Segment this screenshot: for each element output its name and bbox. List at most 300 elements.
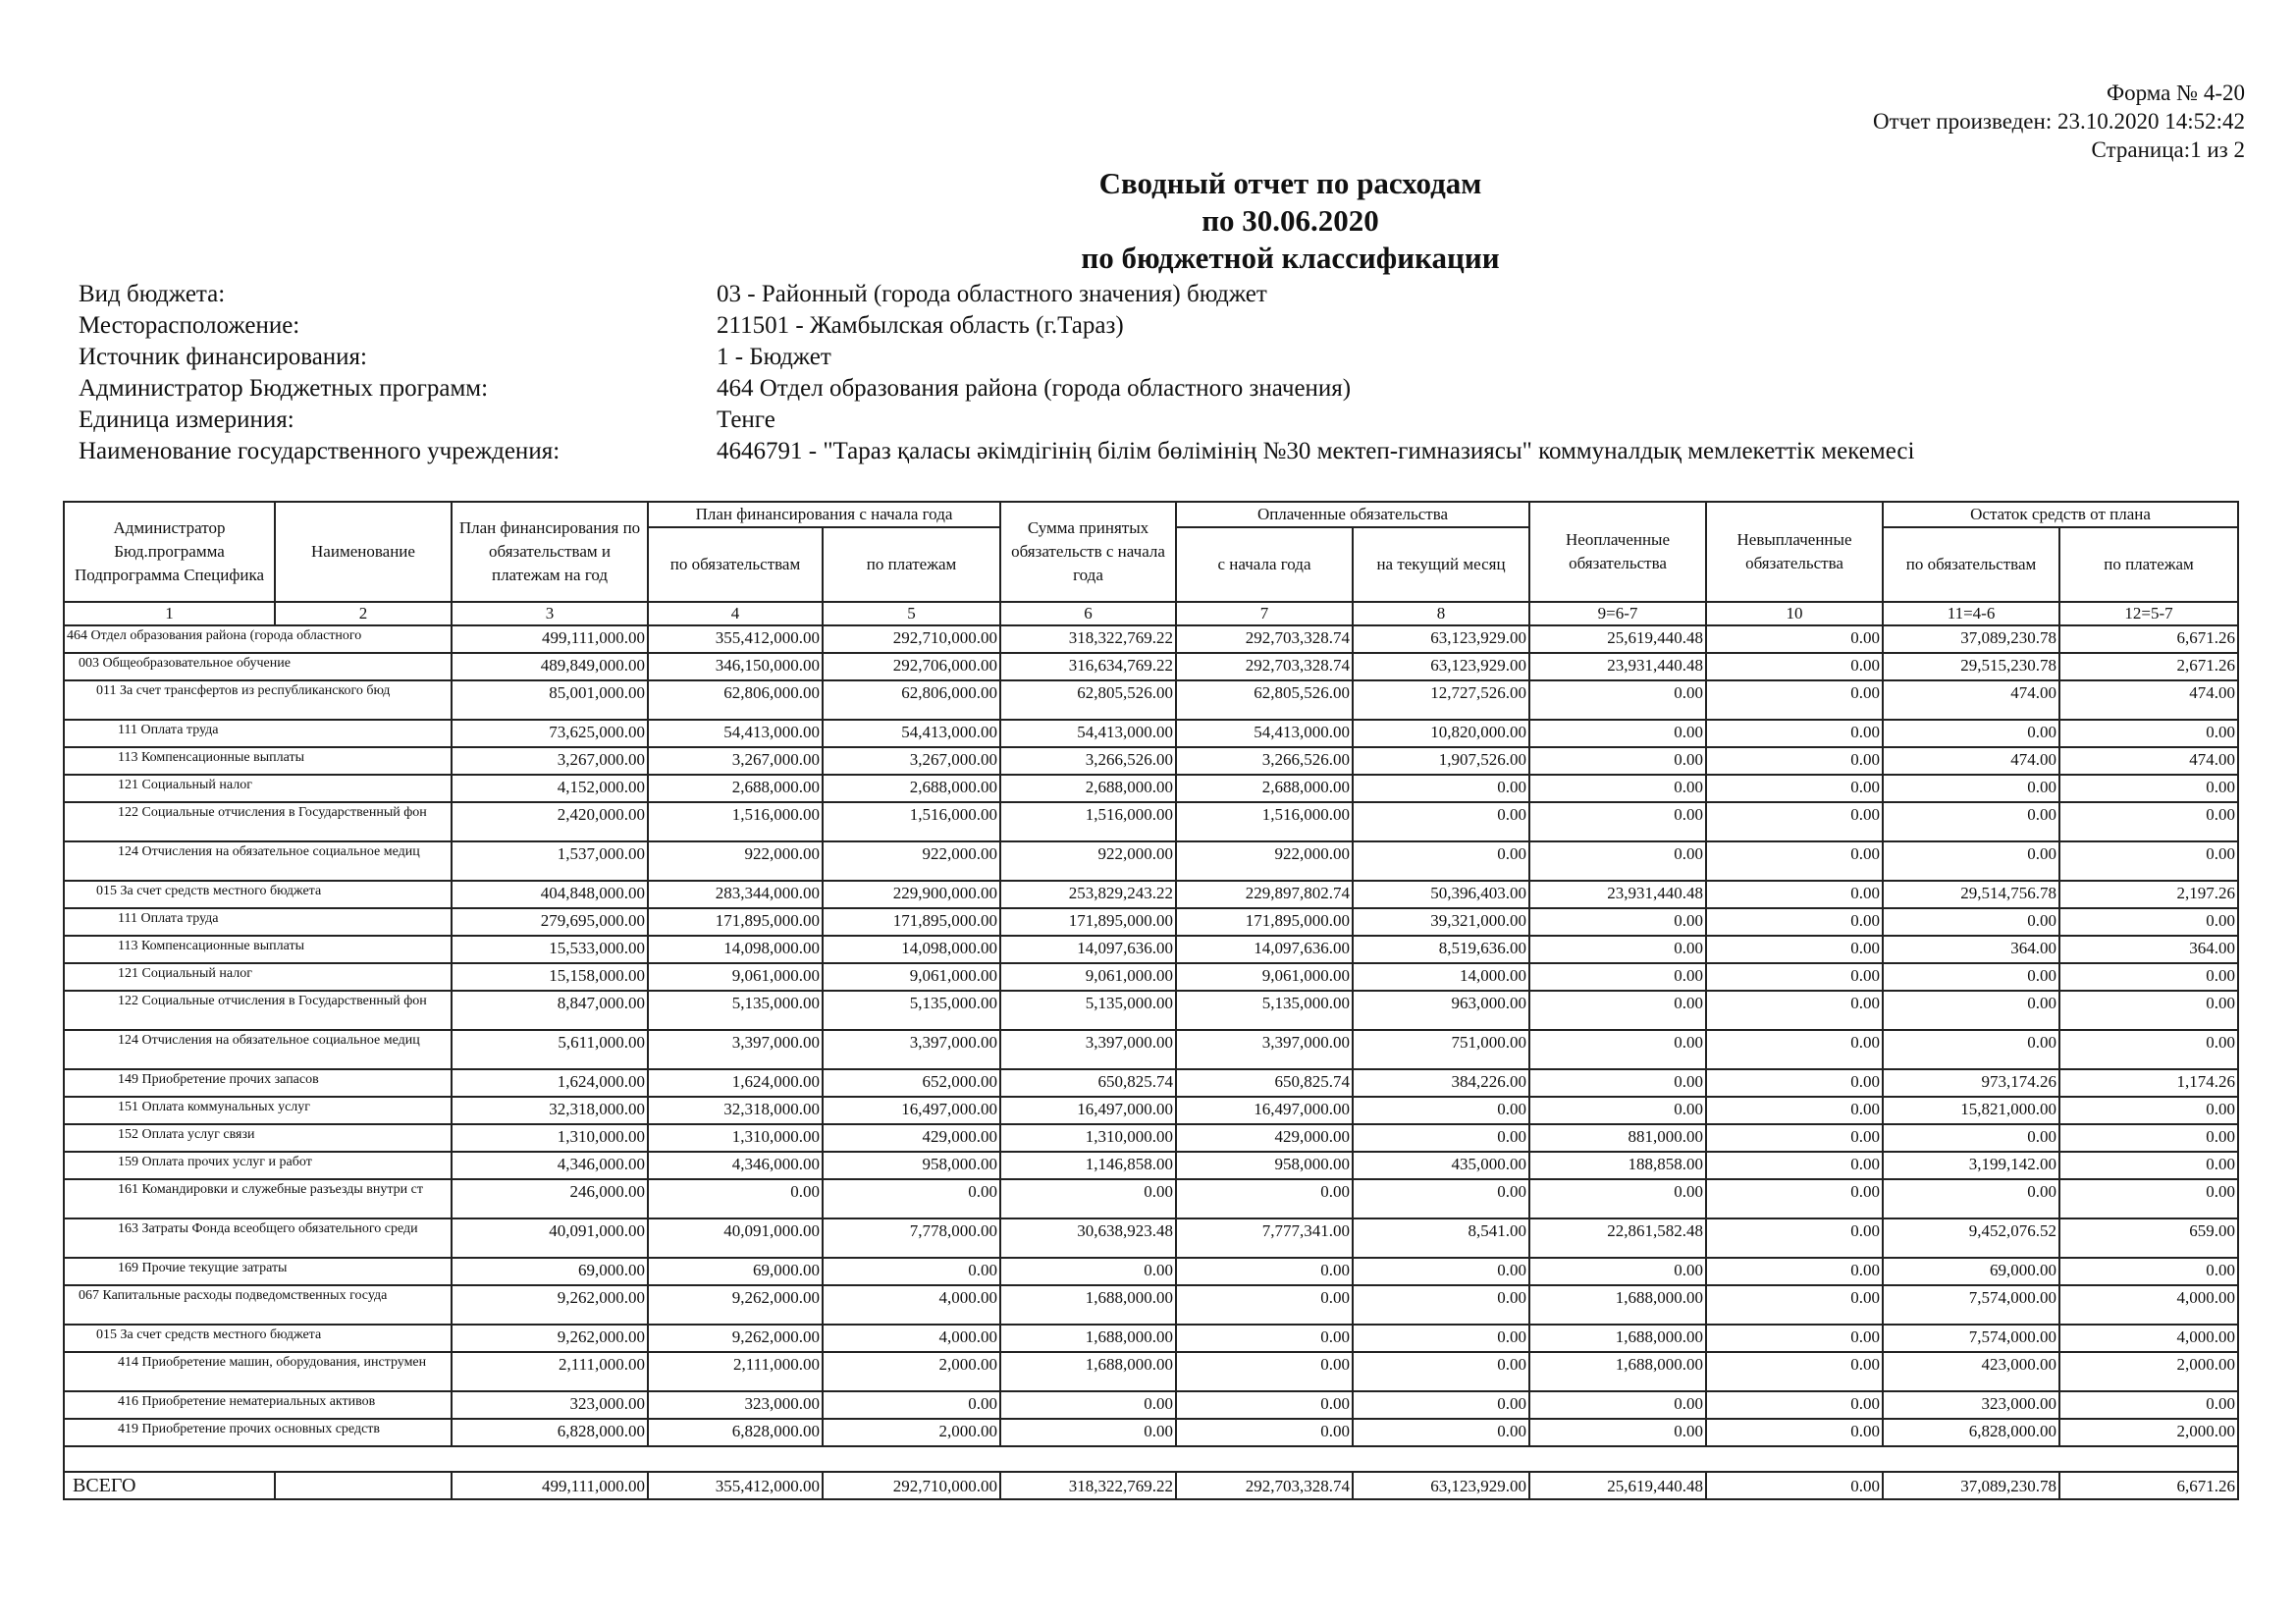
row-value: 0.00: [1176, 1352, 1353, 1391]
row-value: 85,001,000.00: [452, 680, 648, 720]
row-value: 7,574,000.00: [1883, 1325, 2059, 1352]
row-value: 6,828,000.00: [1883, 1419, 2059, 1446]
row-value: 2,688,000.00: [648, 775, 823, 802]
row-value: 4,000.00: [823, 1285, 1000, 1325]
row-value: 0.00: [1000, 1391, 1176, 1419]
row-value: 14,097,636.00: [1000, 936, 1176, 963]
row-value: 0.00: [1706, 1391, 1883, 1419]
row-value: 14,097,636.00: [1176, 936, 1353, 963]
row-value: 2,688,000.00: [1176, 775, 1353, 802]
row-value: 1,310,000.00: [648, 1124, 823, 1152]
row-value: 2,111,000.00: [648, 1352, 823, 1391]
row-value: 1,688,000.00: [1000, 1325, 1176, 1352]
row-value: 0.00: [1706, 1124, 1883, 1152]
row-value: 8,847,000.00: [452, 991, 648, 1030]
row-value: 474.00: [1883, 747, 2059, 775]
row-value: 0.00: [1706, 1030, 1883, 1069]
info-label: Наименование государственного учреждения:: [79, 438, 561, 464]
info-value: Тенге: [717, 406, 775, 433]
row-value: 4,346,000.00: [452, 1152, 648, 1179]
table-row: [64, 1124, 2238, 1152]
row-value: 0.00: [1529, 963, 1706, 991]
table-row: [64, 908, 2238, 936]
row-value: 69,000.00: [452, 1258, 648, 1285]
row-value: 1,907,526.00: [1353, 747, 1529, 775]
row-value: 0.00: [1353, 1097, 1529, 1124]
header-rest-obl: по обязательствам: [1883, 527, 2059, 602]
table-row: [64, 1152, 2238, 1179]
row-label: 015 За счет средств местного бюджета: [64, 881, 452, 908]
info-label: Администратор Бюджетных программ:: [79, 375, 489, 402]
row-value: 318,322,769.22: [1000, 625, 1176, 653]
row-value: 0.00: [1176, 1258, 1353, 1285]
row-value: 499,111,000.00: [452, 625, 648, 653]
row-value: 292,706,000.00: [823, 653, 1000, 680]
row-value: 23,931,440.48: [1529, 881, 1706, 908]
row-value: 6,671.26: [2059, 625, 2238, 653]
row-value: 0.00: [1883, 802, 2059, 841]
row-value: 62,806,000.00: [823, 680, 1000, 720]
row-label: 419 Приобретение прочих основных средств: [64, 1419, 452, 1446]
row-value: 0.00: [1706, 991, 1883, 1030]
col-num: 3: [452, 602, 648, 625]
row-value: 0.00: [1353, 775, 1529, 802]
row-label: 122 Социальные отчисления в Государственный фон: [64, 802, 452, 841]
row-value: 0.00: [1529, 1258, 1706, 1285]
row-label: 169 Прочие текущие затраты: [64, 1258, 452, 1285]
row-value: 9,262,000.00: [452, 1325, 648, 1352]
row-value: 0.00: [1529, 747, 1706, 775]
row-value: 0.00: [1176, 1179, 1353, 1218]
row-value: 9,452,076.52: [1883, 1218, 2059, 1258]
row-value: 474.00: [2059, 747, 2238, 775]
row-value: 171,895,000.00: [648, 908, 823, 936]
row-label: 111 Оплата труда: [64, 720, 452, 747]
table-row: [64, 1285, 2238, 1325]
row-value: 0.00: [1353, 1352, 1529, 1391]
row-value: 963,000.00: [1353, 991, 1529, 1030]
row-value: 659.00: [2059, 1218, 2238, 1258]
form-number: Форма № 4-20: [2106, 81, 2245, 105]
row-value: 323,000.00: [452, 1391, 648, 1419]
row-value: 3,397,000.00: [648, 1030, 823, 1069]
info-value: 1 - Бюджет: [717, 344, 831, 370]
row-value: 0.00: [1176, 1325, 1353, 1352]
row-value: 1,688,000.00: [1529, 1285, 1706, 1325]
col-num: 11=4-6: [1883, 602, 2059, 625]
row-value: 0.00: [2059, 1124, 2238, 1152]
row-value: 30,638,923.48: [1000, 1218, 1176, 1258]
row-label: 416 Приобретение нематериальных активов: [64, 1391, 452, 1419]
row-value: 0.00: [1529, 991, 1706, 1030]
row-value: 0.00: [1706, 1325, 1883, 1352]
total-value: 318,322,769.22: [1000, 1472, 1176, 1499]
row-value: 429,000.00: [1176, 1124, 1353, 1152]
row-value: 0.00: [1883, 908, 2059, 936]
row-label: 121 Социальный налог: [64, 963, 452, 991]
info-value: 03 - Районный (города областного значения) бюджет: [717, 281, 1267, 307]
row-value: 404,848,000.00: [452, 881, 648, 908]
row-value: 0.00: [1706, 881, 1883, 908]
table-row: [64, 936, 2238, 963]
total-empty-cell: [275, 1472, 452, 1499]
row-value: 4,152,000.00: [452, 775, 648, 802]
row-value: 8,519,636.00: [1353, 936, 1529, 963]
report-body: [64, 625, 2238, 1446]
row-value: 0.00: [2059, 1391, 2238, 1419]
row-label: 124 Отчисления на обязательное социальное медиц: [64, 1030, 452, 1069]
row-value: 23,931,440.48: [1529, 653, 1706, 680]
row-value: 0.00: [2059, 1097, 2238, 1124]
table-row: [64, 747, 2238, 775]
col-num: 4: [648, 602, 823, 625]
row-value: 16,497,000.00: [1176, 1097, 1353, 1124]
row-value: 0.00: [1706, 1419, 1883, 1446]
total-value: 6,671.26: [2059, 1472, 2238, 1499]
row-value: 0.00: [1706, 963, 1883, 991]
row-value: 40,091,000.00: [452, 1218, 648, 1258]
row-value: 3,199,142.00: [1883, 1152, 2059, 1179]
row-value: 9,061,000.00: [1000, 963, 1176, 991]
row-value: 6,828,000.00: [648, 1419, 823, 1446]
row-value: 3,397,000.00: [1000, 1030, 1176, 1069]
row-value: 429,000.00: [823, 1124, 1000, 1152]
row-value: 0.00: [1706, 680, 1883, 720]
row-value: 2,688,000.00: [1000, 775, 1176, 802]
row-value: 1,624,000.00: [452, 1069, 648, 1097]
header-paid-ytd: с начала года: [1176, 527, 1353, 602]
row-value: 4,000.00: [823, 1325, 1000, 1352]
row-value: 3,266,526.00: [1000, 747, 1176, 775]
header-unpaid: Неоплаченные обязательства: [1529, 502, 1706, 602]
row-value: 0.00: [1883, 991, 2059, 1030]
row-value: 0.00: [1529, 1179, 1706, 1218]
row-value: 3,267,000.00: [648, 747, 823, 775]
row-value: 1,688,000.00: [1529, 1325, 1706, 1352]
row-value: 2,671.26: [2059, 653, 2238, 680]
row-value: 0.00: [1353, 1325, 1529, 1352]
row-value: 4,000.00: [2059, 1325, 2238, 1352]
page-indicator: Страница:1 из 2: [2091, 137, 2245, 162]
row-value: 0.00: [2059, 1152, 2238, 1179]
row-label: 113 Компенсационные выплаты: [64, 747, 452, 775]
spacer-cell: [64, 1446, 2238, 1472]
row-value: 0.00: [1353, 841, 1529, 881]
row-value: 3,267,000.00: [452, 747, 648, 775]
header-unpaid-out: Невыплаченные обязательства: [1706, 502, 1883, 602]
row-value: 0.00: [2059, 963, 2238, 991]
row-value: 922,000.00: [1000, 841, 1176, 881]
row-value: 3,267,000.00: [823, 747, 1000, 775]
row-value: 435,000.00: [1353, 1152, 1529, 1179]
row-value: 0.00: [1706, 841, 1883, 881]
row-value: 62,806,000.00: [648, 680, 823, 720]
row-value: 423,000.00: [1883, 1352, 2059, 1391]
row-value: 0.00: [1353, 1124, 1529, 1152]
info-location: [79, 310, 1914, 342]
row-value: 6,828,000.00: [452, 1419, 648, 1446]
info-label: Источник финансирования:: [79, 344, 368, 370]
row-value: 0.00: [1883, 775, 2059, 802]
row-value: 323,000.00: [1883, 1391, 2059, 1419]
row-value: 14,098,000.00: [648, 936, 823, 963]
row-value: 0.00: [1529, 936, 1706, 963]
row-value: 0.00: [1706, 802, 1883, 841]
table-row: [64, 1179, 2238, 1218]
col-num: 12=5-7: [2059, 602, 2238, 625]
row-value: 3,397,000.00: [823, 1030, 1000, 1069]
expense-report-table: [63, 501, 2239, 1500]
row-value: 0.00: [823, 1258, 1000, 1285]
row-value: 5,135,000.00: [1000, 991, 1176, 1030]
table-row: [64, 653, 2238, 680]
row-value: 5,135,000.00: [823, 991, 1000, 1030]
total-value: 292,710,000.00: [823, 1472, 1000, 1499]
spacer-row: [64, 1446, 2238, 1472]
row-label: 152 Оплата услуг связи: [64, 1124, 452, 1152]
table-row: [64, 1030, 2238, 1069]
row-value: 1,516,000.00: [648, 802, 823, 841]
row-value: 39,321,000.00: [1353, 908, 1529, 936]
row-value: 5,135,000.00: [1176, 991, 1353, 1030]
row-value: 0.00: [2059, 1258, 2238, 1285]
row-value: 15,158,000.00: [452, 963, 648, 991]
row-value: 1,146,858.00: [1000, 1152, 1176, 1179]
table-row: [64, 1391, 2238, 1419]
row-value: 0.00: [1883, 1179, 2059, 1218]
col-num: 9=6-7: [1529, 602, 1706, 625]
row-value: 188,858.00: [1529, 1152, 1706, 1179]
row-value: 650,825.74: [1176, 1069, 1353, 1097]
info-budget-type: [79, 279, 1914, 310]
row-value: 0.00: [1176, 1391, 1353, 1419]
report-title: [0, 165, 2296, 277]
row-value: 0.00: [1706, 720, 1883, 747]
row-value: 922,000.00: [823, 841, 1000, 881]
row-value: 0.00: [1000, 1419, 1176, 1446]
row-label: 161 Командировки и служебные разъезды внутри ст: [64, 1179, 452, 1218]
row-value: 1,688,000.00: [1529, 1352, 1706, 1391]
row-value: 32,318,000.00: [648, 1097, 823, 1124]
row-value: 1,310,000.00: [1000, 1124, 1176, 1152]
row-label: 151 Оплата коммунальных услуг: [64, 1097, 452, 1124]
row-value: 29,514,756.78: [1883, 881, 2059, 908]
header-paid-month: на текущий месяц: [1353, 527, 1529, 602]
column-numbers-row: [64, 602, 2238, 625]
title-line-3: по бюджетной классификации: [1081, 241, 1500, 275]
report-meta: [1873, 79, 2245, 164]
row-value: 0.00: [823, 1179, 1000, 1218]
table-row: [64, 1097, 2238, 1124]
row-value: 2,688,000.00: [823, 775, 1000, 802]
header-name: Наименование: [275, 502, 452, 602]
row-value: 9,061,000.00: [823, 963, 1000, 991]
row-value: 1,310,000.00: [452, 1124, 648, 1152]
table-row: [64, 991, 2238, 1030]
row-value: 54,413,000.00: [1000, 720, 1176, 747]
row-value: 0.00: [1706, 1285, 1883, 1325]
report-info: [79, 279, 1914, 467]
row-value: 62,805,526.00: [1176, 680, 1353, 720]
row-label: 015 За счет средств местного бюджета: [64, 1325, 452, 1352]
row-label: 159 Оплата прочих услуг и работ: [64, 1152, 452, 1179]
row-label: 067 Капитальные расходы подведомственных госуда: [64, 1285, 452, 1325]
row-value: 0.00: [1176, 1285, 1353, 1325]
table-row: [64, 1419, 2238, 1446]
row-value: 3,266,526.00: [1176, 747, 1353, 775]
row-label: 414 Приобретение машин, оборудования, инструмен: [64, 1352, 452, 1391]
row-value: 0.00: [1529, 841, 1706, 881]
row-value: 652,000.00: [823, 1069, 1000, 1097]
col-num: 1: [64, 602, 275, 625]
row-value: 0.00: [1706, 1152, 1883, 1179]
row-value: 650,825.74: [1000, 1069, 1176, 1097]
info-label: Месторасположение:: [79, 312, 300, 339]
row-value: 323,000.00: [648, 1391, 823, 1419]
row-value: 2,000.00: [823, 1419, 1000, 1446]
row-label: 163 Затраты Фонда всеобщего обязательного среди: [64, 1218, 452, 1258]
row-value: 0.00: [1706, 1218, 1883, 1258]
row-value: 973,174.26: [1883, 1069, 2059, 1097]
row-value: 14,098,000.00: [823, 936, 1000, 963]
table-row: [64, 881, 2238, 908]
row-value: 69,000.00: [648, 1258, 823, 1285]
row-value: 0.00: [1529, 908, 1706, 936]
row-value: 0.00: [2059, 775, 2238, 802]
row-value: 50,396,403.00: [1353, 881, 1529, 908]
table-row: [64, 802, 2238, 841]
row-value: 0.00: [2059, 908, 2238, 936]
row-value: 229,900,000.00: [823, 881, 1000, 908]
row-value: 355,412,000.00: [648, 625, 823, 653]
info-value: 4646791 - "Тараз қаласы әкімдігінің білім бөлімінің №30 мектеп-гимназиясы" коммуналдық мемлекеттік мекемесі: [717, 438, 1915, 464]
row-value: 958,000.00: [1176, 1152, 1353, 1179]
row-value: 0.00: [1883, 963, 2059, 991]
row-label: 464 Отдел образования района (города областного: [64, 625, 452, 653]
table-row: [64, 841, 2238, 881]
row-value: 364.00: [2059, 936, 2238, 963]
header-plan-ytd-group: План финансирования с начала года: [648, 502, 1000, 527]
row-value: 1,516,000.00: [823, 802, 1000, 841]
col-num: 6: [1000, 602, 1176, 625]
row-value: 2,000.00: [2059, 1352, 2238, 1391]
title-line-2: по 30.06.2020: [1201, 203, 1379, 238]
row-value: 16,497,000.00: [823, 1097, 1000, 1124]
row-label: 124 Отчисления на обязательное социальное медиц: [64, 841, 452, 881]
row-value: 2,000.00: [823, 1352, 1000, 1391]
row-value: 4,346,000.00: [648, 1152, 823, 1179]
row-value: 9,262,000.00: [648, 1325, 823, 1352]
row-value: 0.00: [1176, 1419, 1353, 1446]
row-value: 22,861,582.48: [1529, 1218, 1706, 1258]
row-value: 0.00: [648, 1179, 823, 1218]
row-value: 171,895,000.00: [1000, 908, 1176, 936]
row-value: 7,574,000.00: [1883, 1285, 2059, 1325]
row-value: 0.00: [1706, 775, 1883, 802]
row-value: 0.00: [1706, 747, 1883, 775]
total-value: 499,111,000.00: [452, 1472, 648, 1499]
row-value: 489,849,000.00: [452, 653, 648, 680]
row-value: 253,829,243.22: [1000, 881, 1176, 908]
row-value: 0.00: [1883, 1124, 2059, 1152]
total-row: [64, 1472, 2238, 1499]
row-value: 37,089,230.78: [1883, 625, 2059, 653]
generated-timestamp: Отчет произведен: 23.10.2020 14:52:42: [1873, 109, 2245, 134]
header-plan-ytd-obl: по обязательствам: [648, 527, 823, 602]
row-label: 149 Приобретение прочих запасов: [64, 1069, 452, 1097]
info-value: 211501 - Жамбылская область (г.Тараз): [717, 312, 1124, 339]
row-value: 171,895,000.00: [1176, 908, 1353, 936]
row-value: 0.00: [1529, 680, 1706, 720]
row-value: 0.00: [1706, 936, 1883, 963]
row-label: 121 Социальный налог: [64, 775, 452, 802]
row-value: 0.00: [1706, 1352, 1883, 1391]
row-value: 292,710,000.00: [823, 625, 1000, 653]
row-value: 0.00: [2059, 720, 2238, 747]
info-label: Единица измериния:: [79, 406, 294, 433]
row-value: 0.00: [1883, 720, 2059, 747]
row-value: 292,703,328.74: [1176, 653, 1353, 680]
row-value: 0.00: [1883, 1030, 2059, 1069]
row-value: 292,703,328.74: [1176, 625, 1353, 653]
row-value: 0.00: [1529, 1391, 1706, 1419]
row-value: 0.00: [2059, 1030, 2238, 1069]
info-unit: [79, 405, 1914, 436]
row-value: 0.00: [1706, 1097, 1883, 1124]
row-value: 15,821,000.00: [1883, 1097, 2059, 1124]
row-value: 9,061,000.00: [648, 963, 823, 991]
row-value: 0.00: [1706, 625, 1883, 653]
row-value: 1,688,000.00: [1000, 1285, 1176, 1325]
row-value: 0.00: [1706, 653, 1883, 680]
col-num: 2: [275, 602, 452, 625]
row-value: 10,820,000.00: [1353, 720, 1529, 747]
row-value: 54,413,000.00: [1176, 720, 1353, 747]
info-institution: [79, 436, 1914, 467]
col-num: 5: [823, 602, 1000, 625]
row-value: 958,000.00: [823, 1152, 1000, 1179]
row-value: 63,123,929.00: [1353, 625, 1529, 653]
row-value: 12,727,526.00: [1353, 680, 1529, 720]
row-value: 922,000.00: [1176, 841, 1353, 881]
row-value: 0.00: [823, 1391, 1000, 1419]
total-value: 0.00: [1706, 1472, 1883, 1499]
header-accepted: Сумма принятых обязательств с начала года: [1000, 502, 1176, 602]
table-row: [64, 680, 2238, 720]
row-value: 1,516,000.00: [1176, 802, 1353, 841]
row-value: 1,688,000.00: [1000, 1352, 1176, 1391]
table-row: [64, 775, 2238, 802]
table-row: [64, 1218, 2238, 1258]
row-value: 14,000.00: [1353, 963, 1529, 991]
header-plan-ytd-pay: по платежам: [823, 527, 1000, 602]
row-value: 316,634,769.22: [1000, 653, 1176, 680]
row-value: 7,777,341.00: [1176, 1218, 1353, 1258]
row-value: 0.00: [1353, 1179, 1529, 1218]
row-value: 2,197.26: [2059, 881, 2238, 908]
row-value: 881,000.00: [1529, 1124, 1706, 1152]
row-value: 0.00: [2059, 991, 2238, 1030]
row-value: 1,174.26: [2059, 1069, 2238, 1097]
row-value: 3,397,000.00: [1176, 1030, 1353, 1069]
row-value: 0.00: [1353, 1258, 1529, 1285]
info-funding-source: [79, 342, 1914, 373]
row-value: 7,778,000.00: [823, 1218, 1000, 1258]
row-label: 113 Компенсационные выплаты: [64, 936, 452, 963]
row-value: 16,497,000.00: [1000, 1097, 1176, 1124]
row-value: 0.00: [2059, 1179, 2238, 1218]
row-value: 474.00: [2059, 680, 2238, 720]
